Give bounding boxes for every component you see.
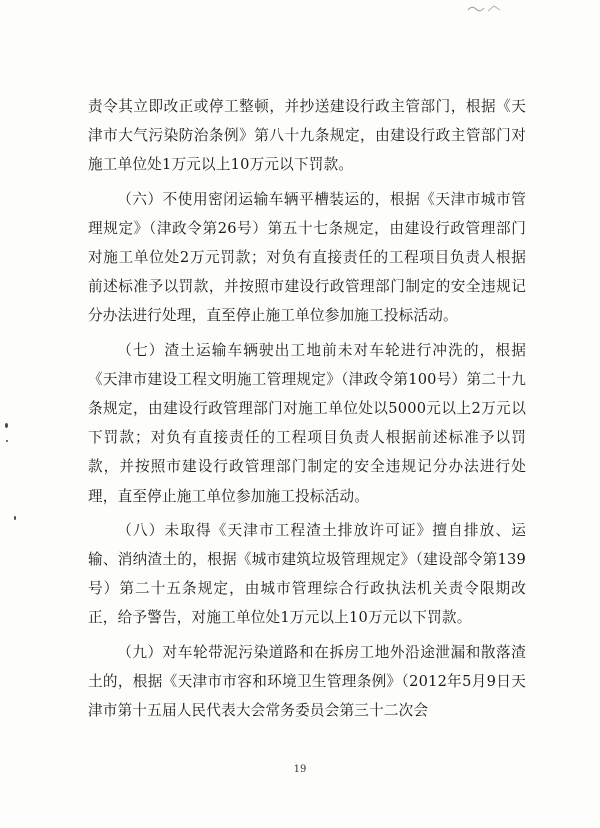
document-body bbox=[88, 92, 526, 725]
paragraph-continuation: 责令其立即改正或停工整顿，并抄送建设行政主管部门，根据《天津市大气污染防治条例》第八十九条规定，由建设行政主管部门对施工单位处1万元以上10万元以下罚款。 bbox=[88, 98, 526, 174]
paragraph-item-8: （八）未取得《天津市工程渣土排放许可证》擅自排放、运输、消纳渣土的，根据《城市建筑垃圾管理规定》（建设部令第139号）第二十五条规定，由城市管理综合行政执法机关责令限期改正，给予警告，对施工单位处1万元以上10万元以下罚款。 bbox=[88, 521, 526, 627]
scan-speck-icon bbox=[6, 440, 8, 442]
scan-speck-icon bbox=[14, 516, 16, 520]
paragraph-item-7: （七）渣土运输车辆驶出工地前未对车轮进行冲洗的，根据《天津市建设工程文明施工管理规定》（津政令第100号）第二十九条规定，由建设行政管理部门对施工单位处以5000元以上2万元以下罚款；对负有直接责任的工程项目负责人根据前述标准予以罚款，并按照市建设行政管理部门制定的安全违规记分办法进行处理，直至停止施工单位参加施工投标活动。 bbox=[88, 341, 526, 505]
scan-mark-icon bbox=[466, 2, 506, 14]
page-number: 19 bbox=[293, 764, 307, 775]
paragraph-item-9: （九）对车轮带泥污染道路和在拆房工地外沿途泄漏和散落渣土的，根据《天津市市容和环境卫生管理条例》（2012年5月9日天津市第十五届人民代表大会常务委员会第三十二次会 bbox=[88, 643, 526, 720]
scan-speck-icon bbox=[5, 423, 8, 428]
paragraph-item-6: （六）不使用密闭运输车辆平槽装运的，根据《天津市城市管理规定》（津政令第26号）第五十七条规定，由建设行政管理部门对施工单位处2万元罚款；对负有直接责任的工程项目负责人根据前述标准予以罚款，并按照市建设行政管理部门制定的安全违规记分办法进行处理，直至停止施工单位参加施工投标活动。 bbox=[88, 190, 526, 325]
